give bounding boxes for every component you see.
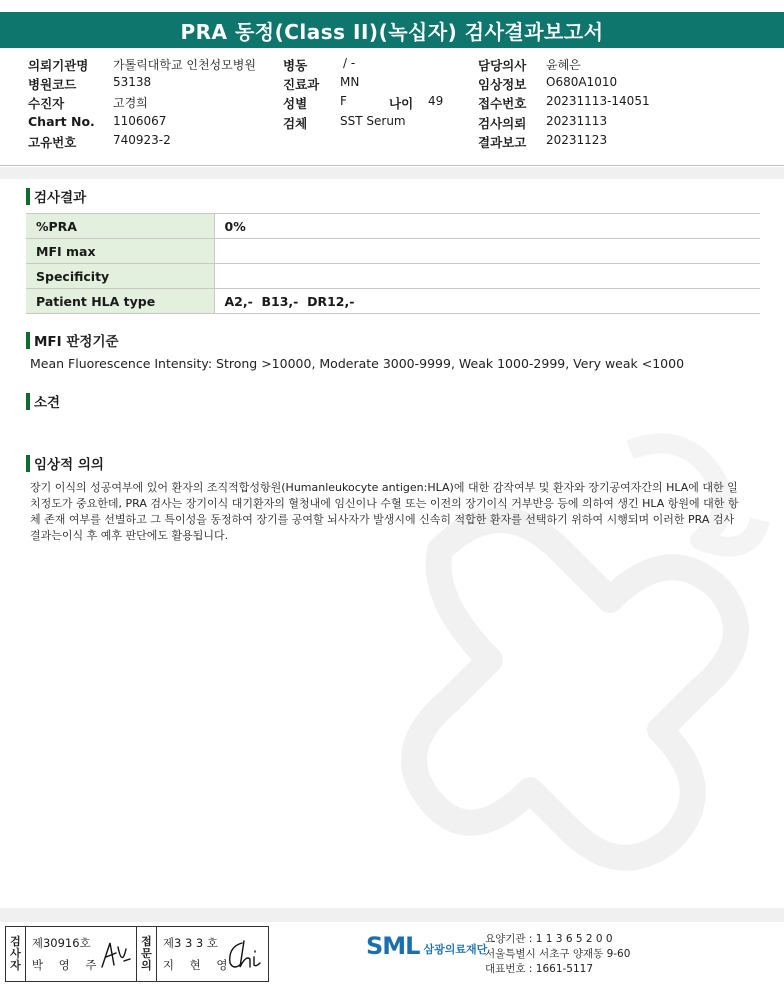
result-value — [214, 239, 760, 264]
mfi-criteria-text: Mean Fluorescence Intensity: Strong >10000, Moderate 3000-9999, Weak 1000-2999, Very weak <1000 — [30, 356, 685, 371]
meaning-section-heading — [26, 453, 104, 473]
section-bar — [26, 455, 30, 472]
chart-no-label: Chart No. — [28, 114, 95, 129]
table-row — [26, 264, 760, 289]
table-row — [26, 239, 760, 264]
patient-value: 고경희 — [113, 96, 148, 110]
table-row — [26, 289, 760, 314]
result-key: Patient HLA type — [26, 289, 214, 314]
section-bar — [26, 393, 30, 410]
results-heading-text: 검사결과 — [34, 190, 87, 206]
receipt-no-value: 20231113-14051 — [546, 94, 650, 108]
unique-no-value: 740923-2 — [113, 133, 171, 147]
request-date-label: 검사의뢰 — [478, 116, 527, 131]
department-label: 진료과 — [283, 77, 320, 92]
contact-info — [485, 932, 630, 977]
findings-section-heading — [26, 391, 60, 411]
table-row — [26, 214, 760, 239]
logo-mark: SML — [366, 932, 420, 960]
unique-no-label: 고유번호 — [28, 135, 77, 150]
doctor-label: 담당의사 — [478, 58, 527, 73]
mfi-section-heading — [26, 330, 119, 350]
department-value: MN — [340, 75, 360, 89]
tester-cell — [26, 927, 137, 981]
specimen-value: SST Serum — [340, 114, 406, 128]
result-key: MFI max — [26, 239, 214, 264]
result-key: %PRA — [26, 214, 214, 239]
result-key: Specificity — [26, 264, 214, 289]
tester-name: 박 영 주 — [31, 958, 103, 972]
info-row — [0, 75, 784, 94]
results-table — [26, 213, 760, 314]
info-row — [0, 94, 784, 113]
info-row — [0, 133, 784, 152]
vertical-char: 사 — [10, 947, 21, 960]
vertical-char: 검 — [10, 935, 21, 948]
section-bar — [26, 332, 30, 349]
clinical-info-value: O680A1010 — [546, 75, 618, 89]
findings-heading-text: 소견 — [34, 395, 61, 411]
patient-info-block — [0, 52, 784, 166]
institution-label: 의뢰기관명 — [28, 58, 89, 73]
hospital-code-label: 병원코드 — [28, 77, 77, 92]
ward-value: / - — [343, 56, 356, 70]
vertical-char: 의 — [141, 959, 152, 972]
sex-label: 성별 — [283, 96, 308, 111]
footer-divider — [0, 908, 784, 922]
report-date-value: 20231123 — [546, 133, 608, 147]
chart-no-value: 1106067 — [113, 114, 167, 128]
sex-value: F — [340, 94, 347, 108]
report-title: PRA 동정(Class II)(녹십자) 검사결과보고서 — [180, 19, 604, 44]
contact-line: 대표번호 : 1661-5117 — [485, 963, 594, 975]
specimen-label: 검체 — [283, 116, 308, 131]
approver-name: 지 현 영 — [162, 958, 234, 972]
patient-label: 수진자 — [28, 96, 65, 111]
result-value: 0% — [214, 214, 760, 239]
tester-signature-icon — [98, 937, 132, 973]
report-title-bar — [0, 12, 784, 48]
ward-label: 병동 — [283, 58, 308, 73]
receipt-no-label: 접수번호 — [478, 96, 527, 111]
approver-vertical-label — [137, 927, 157, 981]
tester-license-no: 제30916호 — [31, 936, 91, 950]
clinical-meaning-text: 장기 이식의 성공여부에 있어 환자의 조직적합성항원(Humanleukocyte antigen:HLA)에 대한 감작여부 및 환자와 장기공여자간의 HLA에 대한 일치정도가 중요한데, PRA 검사는 장기이식 대기환자의 혈청내에 임신이나 수혈 또는 이전의 장기이식 거부반응 등에 의하여 생긴 HLA 항원에 대한 항체 존재 여부를 선별하고 그 특이성을 동정하여 장기를 공여할 뇌사자가 발생시에 신속히 적합한 환자를 선택하기 위하여 시행되며 이러한 PRA 검사결과는이식 후 예후 판단에도 활용됩니다. — [30, 481, 739, 542]
vertical-char: 자 — [10, 959, 21, 972]
result-value: A2,- B13,- DR12,- — [214, 289, 760, 314]
age-label: 나이 — [389, 96, 414, 111]
vertical-char: 문 — [141, 947, 152, 960]
approver-cell — [157, 927, 268, 981]
clinical-info-label: 임상정보 — [478, 77, 527, 92]
doctor-value: 윤혜은 — [546, 58, 581, 72]
vertical-char: 접 — [141, 935, 152, 948]
hospital-code-value: 53138 — [113, 75, 152, 89]
mfi-heading-text: MFI 판정기준 — [34, 334, 119, 350]
contact-line: 요양기관 : 1 1 3 6 5 2 0 0 — [485, 933, 613, 945]
report-date-label: 결과보고 — [478, 135, 527, 150]
institution-value: 가톨릭대학교 인천성모병원 — [113, 58, 256, 72]
info-row — [0, 114, 784, 133]
signature-box — [5, 926, 269, 982]
age-value: 49 — [428, 94, 444, 108]
logo-name: 삼광의료재단 — [423, 943, 488, 956]
divider — [0, 167, 784, 179]
contact-line: 서울특별시 서초구 양재동 9-60 — [485, 948, 631, 960]
info-row — [0, 56, 784, 75]
result-value — [214, 264, 760, 289]
approver-signature-icon — [224, 937, 264, 973]
section-bar — [26, 188, 30, 205]
request-date-value: 20231113 — [546, 114, 608, 128]
approver-license-no: 제3 3 3 호 — [162, 936, 219, 950]
meaning-heading-text: 임상적 의의 — [34, 457, 104, 473]
sml-logo — [366, 932, 487, 960]
tester-vertical-label — [6, 927, 26, 981]
results-section-heading — [26, 186, 86, 206]
